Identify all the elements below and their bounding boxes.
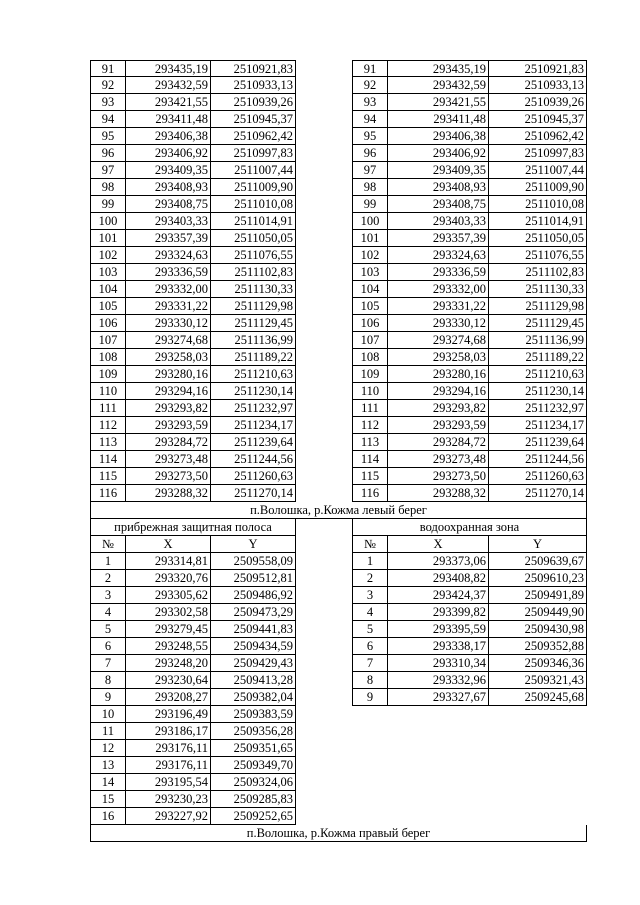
y-coordinate: 2509441,83 bbox=[211, 621, 296, 638]
x-coordinate: 293411,48 bbox=[388, 111, 489, 128]
y-coordinate: 2511189,22 bbox=[211, 349, 296, 366]
point-number: 103 bbox=[90, 264, 126, 281]
point-number: 116 bbox=[90, 485, 126, 502]
point-number: 109 bbox=[90, 366, 126, 383]
column-header-x: X bbox=[126, 536, 211, 553]
table-row bbox=[90, 162, 587, 179]
y-coordinate: 2511102,83 bbox=[211, 264, 296, 281]
point-number: 92 bbox=[90, 77, 126, 94]
point-number: 110 bbox=[90, 383, 126, 400]
point-number: 9 bbox=[90, 689, 126, 706]
y-coordinate: 2511260,63 bbox=[211, 468, 296, 485]
table-row bbox=[90, 740, 587, 757]
x-coordinate: 293338,17 bbox=[388, 638, 489, 655]
x-coordinate: 293280,16 bbox=[388, 366, 489, 383]
y-coordinate: 2509324,06 bbox=[211, 774, 296, 791]
x-coordinate: 293373,06 bbox=[388, 553, 489, 570]
y-coordinate: 2510921,83 bbox=[489, 60, 587, 77]
point-number: 94 bbox=[352, 111, 388, 128]
x-coordinate: 293357,39 bbox=[126, 230, 211, 247]
table-row bbox=[90, 179, 587, 196]
x-coordinate: 293406,38 bbox=[388, 128, 489, 145]
y-coordinate: 2511239,64 bbox=[489, 434, 587, 451]
subheading-water-protection-zone: водоохранная зона bbox=[352, 519, 587, 536]
x-coordinate: 293176,11 bbox=[126, 740, 211, 757]
table-row bbox=[90, 604, 587, 621]
table-row bbox=[90, 570, 587, 587]
table-row bbox=[90, 553, 587, 570]
point-number: 1 bbox=[90, 553, 126, 570]
x-coordinate: 293273,50 bbox=[126, 468, 211, 485]
point-number: 2 bbox=[90, 570, 126, 587]
point-number: 91 bbox=[352, 60, 388, 77]
point-number: 1 bbox=[352, 553, 388, 570]
point-number: 104 bbox=[90, 281, 126, 298]
x-coordinate: 293432,59 bbox=[126, 77, 211, 94]
x-coordinate: 293424,37 bbox=[388, 587, 489, 604]
y-coordinate: 2509491,89 bbox=[489, 587, 587, 604]
y-coordinate: 2511009,90 bbox=[211, 179, 296, 196]
table-row bbox=[90, 689, 587, 706]
point-number: 113 bbox=[352, 434, 388, 451]
y-coordinate: 2510962,42 bbox=[489, 128, 587, 145]
y-coordinate: 2511260,63 bbox=[489, 468, 587, 485]
point-number: 97 bbox=[352, 162, 388, 179]
y-coordinate: 2510921,83 bbox=[211, 60, 296, 77]
table-row bbox=[90, 434, 587, 451]
y-coordinate: 2511234,17 bbox=[211, 417, 296, 434]
point-number: 100 bbox=[352, 213, 388, 230]
x-coordinate: 293248,55 bbox=[126, 638, 211, 655]
section-title-right-bank: п.Волошка, р.Кожма правый берег bbox=[90, 825, 587, 842]
table-row bbox=[90, 264, 587, 281]
x-coordinate: 293293,82 bbox=[126, 400, 211, 417]
y-coordinate: 2509346,36 bbox=[489, 655, 587, 672]
y-coordinate: 2509473,29 bbox=[211, 604, 296, 621]
point-number: 92 bbox=[352, 77, 388, 94]
table-row bbox=[90, 281, 587, 298]
x-coordinate: 293302,58 bbox=[126, 604, 211, 621]
point-number: 100 bbox=[90, 213, 126, 230]
section-title-row bbox=[90, 825, 587, 842]
x-coordinate: 293284,72 bbox=[388, 434, 489, 451]
point-number: 6 bbox=[352, 638, 388, 655]
y-coordinate: 2510945,37 bbox=[211, 111, 296, 128]
y-coordinate: 2511009,90 bbox=[489, 179, 587, 196]
point-number: 105 bbox=[90, 298, 126, 315]
y-coordinate: 2509429,43 bbox=[211, 655, 296, 672]
x-coordinate: 293330,12 bbox=[388, 315, 489, 332]
table-row bbox=[90, 332, 587, 349]
section-title-row bbox=[90, 502, 587, 519]
y-coordinate: 2511270,14 bbox=[211, 485, 296, 502]
y-coordinate: 2511007,44 bbox=[211, 162, 296, 179]
point-number: 11 bbox=[90, 723, 126, 740]
point-number: 9 bbox=[352, 689, 388, 706]
table-row bbox=[90, 791, 587, 808]
point-number: 109 bbox=[352, 366, 388, 383]
y-coordinate: 2509512,81 bbox=[211, 570, 296, 587]
y-coordinate: 2511130,33 bbox=[211, 281, 296, 298]
y-coordinate: 2511102,83 bbox=[489, 264, 587, 281]
x-coordinate: 293293,59 bbox=[126, 417, 211, 434]
point-number: 107 bbox=[90, 332, 126, 349]
x-coordinate: 293327,67 bbox=[388, 689, 489, 706]
y-coordinate: 2511244,56 bbox=[489, 451, 587, 468]
x-coordinate: 293332,00 bbox=[126, 281, 211, 298]
point-number: 3 bbox=[352, 587, 388, 604]
y-coordinate: 2511210,63 bbox=[211, 366, 296, 383]
section-title-left-bank: п.Волошка, р.Кожма левый берег bbox=[90, 502, 587, 519]
x-coordinate: 293274,68 bbox=[388, 332, 489, 349]
table-row bbox=[90, 808, 587, 825]
x-coordinate: 293294,16 bbox=[126, 383, 211, 400]
x-coordinate: 293331,22 bbox=[388, 298, 489, 315]
x-coordinate: 293305,62 bbox=[126, 587, 211, 604]
x-coordinate: 293406,38 bbox=[126, 128, 211, 145]
x-coordinate: 293314,81 bbox=[126, 553, 211, 570]
point-number: 102 bbox=[352, 247, 388, 264]
point-number: 103 bbox=[352, 264, 388, 281]
table-row bbox=[90, 315, 587, 332]
y-coordinate: 2511232,97 bbox=[211, 400, 296, 417]
x-coordinate: 293411,48 bbox=[126, 111, 211, 128]
x-coordinate: 293280,16 bbox=[126, 366, 211, 383]
table-row bbox=[90, 247, 587, 264]
table-row bbox=[90, 706, 587, 723]
y-coordinate: 2509351,65 bbox=[211, 740, 296, 757]
x-coordinate: 293284,72 bbox=[126, 434, 211, 451]
table-row bbox=[90, 128, 587, 145]
x-coordinate: 293399,82 bbox=[388, 604, 489, 621]
table-row bbox=[90, 655, 587, 672]
table-row bbox=[90, 383, 587, 400]
x-coordinate: 293258,03 bbox=[126, 349, 211, 366]
y-coordinate: 2511234,17 bbox=[489, 417, 587, 434]
table-row bbox=[90, 349, 587, 366]
x-coordinate: 293279,45 bbox=[126, 621, 211, 638]
x-coordinate: 293435,19 bbox=[126, 60, 211, 77]
table-row bbox=[90, 621, 587, 638]
point-number: 102 bbox=[90, 247, 126, 264]
x-coordinate: 293310,34 bbox=[388, 655, 489, 672]
table-row bbox=[90, 213, 587, 230]
x-coordinate: 293357,39 bbox=[388, 230, 489, 247]
point-number: 14 bbox=[90, 774, 126, 791]
x-coordinate: 293324,63 bbox=[126, 247, 211, 264]
y-coordinate: 2510997,83 bbox=[211, 145, 296, 162]
y-coordinate: 2510945,37 bbox=[489, 111, 587, 128]
x-coordinate: 293288,32 bbox=[388, 485, 489, 502]
y-coordinate: 2511239,64 bbox=[211, 434, 296, 451]
y-coordinate: 2511130,33 bbox=[489, 281, 587, 298]
x-coordinate: 293195,54 bbox=[126, 774, 211, 791]
table-row bbox=[90, 468, 587, 485]
x-coordinate: 293273,50 bbox=[388, 468, 489, 485]
point-number: 94 bbox=[90, 111, 126, 128]
table-row bbox=[90, 111, 587, 128]
subheading-coastal-protective-strip: прибрежная защитная полоса bbox=[90, 519, 296, 536]
y-coordinate: 2511010,08 bbox=[211, 196, 296, 213]
y-coordinate: 2511129,98 bbox=[489, 298, 587, 315]
table-row bbox=[90, 230, 587, 247]
point-number: 114 bbox=[352, 451, 388, 468]
y-coordinate: 2509449,90 bbox=[489, 604, 587, 621]
point-number: 99 bbox=[352, 196, 388, 213]
x-coordinate: 293336,59 bbox=[126, 264, 211, 281]
y-coordinate: 2510939,26 bbox=[489, 94, 587, 111]
y-coordinate: 2511270,14 bbox=[489, 485, 587, 502]
x-coordinate: 293330,12 bbox=[126, 315, 211, 332]
x-coordinate: 293320,76 bbox=[126, 570, 211, 587]
x-coordinate: 293408,93 bbox=[388, 179, 489, 196]
point-number: 108 bbox=[352, 349, 388, 366]
table-row bbox=[90, 77, 587, 94]
table-row bbox=[90, 587, 587, 604]
y-coordinate: 2511129,98 bbox=[211, 298, 296, 315]
column-header-number: № bbox=[352, 536, 388, 553]
y-coordinate: 2510962,42 bbox=[211, 128, 296, 145]
x-coordinate: 293403,33 bbox=[388, 213, 489, 230]
table-row bbox=[90, 196, 587, 213]
point-number: 6 bbox=[90, 638, 126, 655]
y-coordinate: 2509245,68 bbox=[489, 689, 587, 706]
point-number: 8 bbox=[352, 672, 388, 689]
table-row bbox=[90, 757, 587, 774]
y-coordinate: 2511010,08 bbox=[489, 196, 587, 213]
y-coordinate: 2511014,91 bbox=[211, 213, 296, 230]
x-coordinate: 293406,92 bbox=[126, 145, 211, 162]
x-coordinate: 293332,00 bbox=[388, 281, 489, 298]
y-coordinate: 2511210,63 bbox=[489, 366, 587, 383]
y-coordinate: 2511014,91 bbox=[489, 213, 587, 230]
point-number: 111 bbox=[90, 400, 126, 417]
y-coordinate: 2511007,44 bbox=[489, 162, 587, 179]
column-header-y: Y bbox=[211, 536, 296, 553]
point-number: 112 bbox=[90, 417, 126, 434]
y-coordinate: 2509486,92 bbox=[211, 587, 296, 604]
x-coordinate: 293336,59 bbox=[388, 264, 489, 281]
point-number: 13 bbox=[90, 757, 126, 774]
point-number: 112 bbox=[352, 417, 388, 434]
table-row bbox=[90, 60, 587, 77]
point-number: 110 bbox=[352, 383, 388, 400]
y-coordinate: 2509382,04 bbox=[211, 689, 296, 706]
y-coordinate: 2511050,05 bbox=[211, 230, 296, 247]
point-number: 7 bbox=[90, 655, 126, 672]
point-number: 113 bbox=[90, 434, 126, 451]
point-number: 98 bbox=[90, 179, 126, 196]
x-coordinate: 293331,22 bbox=[126, 298, 211, 315]
point-number: 3 bbox=[90, 587, 126, 604]
point-number: 104 bbox=[352, 281, 388, 298]
point-number: 91 bbox=[90, 60, 126, 77]
point-number: 115 bbox=[352, 468, 388, 485]
point-number: 15 bbox=[90, 791, 126, 808]
y-coordinate: 2511076,55 bbox=[489, 247, 587, 264]
y-coordinate: 2511136,99 bbox=[211, 332, 296, 349]
y-coordinate: 2509349,70 bbox=[211, 757, 296, 774]
x-coordinate: 293324,63 bbox=[388, 247, 489, 264]
point-number: 12 bbox=[90, 740, 126, 757]
x-coordinate: 293406,92 bbox=[388, 145, 489, 162]
y-coordinate: 2511230,14 bbox=[211, 383, 296, 400]
y-coordinate: 2511076,55 bbox=[211, 247, 296, 264]
y-coordinate: 2509356,28 bbox=[211, 723, 296, 740]
x-coordinate: 293421,55 bbox=[126, 94, 211, 111]
point-number: 8 bbox=[90, 672, 126, 689]
x-coordinate: 293408,82 bbox=[388, 570, 489, 587]
table-row bbox=[90, 366, 587, 383]
y-coordinate: 2509285,83 bbox=[211, 791, 296, 808]
column-header-number: № bbox=[90, 536, 126, 553]
point-number: 93 bbox=[352, 94, 388, 111]
x-coordinate: 293409,35 bbox=[126, 162, 211, 179]
y-coordinate: 2509352,88 bbox=[489, 638, 587, 655]
y-coordinate: 2511129,45 bbox=[489, 315, 587, 332]
point-number: 10 bbox=[90, 706, 126, 723]
point-number: 99 bbox=[90, 196, 126, 213]
x-coordinate: 293258,03 bbox=[388, 349, 489, 366]
y-coordinate: 2510939,26 bbox=[211, 94, 296, 111]
point-number: 7 bbox=[352, 655, 388, 672]
y-coordinate: 2511050,05 bbox=[489, 230, 587, 247]
table-row bbox=[90, 638, 587, 655]
point-number: 96 bbox=[352, 145, 388, 162]
x-coordinate: 293248,20 bbox=[126, 655, 211, 672]
x-coordinate: 293230,23 bbox=[126, 791, 211, 808]
y-coordinate: 2511244,56 bbox=[211, 451, 296, 468]
point-number: 95 bbox=[90, 128, 126, 145]
point-number: 5 bbox=[352, 621, 388, 638]
point-number: 115 bbox=[90, 468, 126, 485]
point-number: 101 bbox=[352, 230, 388, 247]
y-coordinate: 2509558,09 bbox=[211, 553, 296, 570]
point-number: 93 bbox=[90, 94, 126, 111]
point-number: 5 bbox=[90, 621, 126, 638]
point-number: 4 bbox=[352, 604, 388, 621]
y-coordinate: 2511129,45 bbox=[211, 315, 296, 332]
x-coordinate: 293273,48 bbox=[388, 451, 489, 468]
column-header-row bbox=[90, 536, 587, 553]
y-coordinate: 2511230,14 bbox=[489, 383, 587, 400]
point-number: 114 bbox=[90, 451, 126, 468]
y-coordinate: 2509413,28 bbox=[211, 672, 296, 689]
x-coordinate: 293435,19 bbox=[388, 60, 489, 77]
x-coordinate: 293176,11 bbox=[126, 757, 211, 774]
point-number: 111 bbox=[352, 400, 388, 417]
x-coordinate: 293408,93 bbox=[126, 179, 211, 196]
x-coordinate: 293403,33 bbox=[126, 213, 211, 230]
point-number: 106 bbox=[352, 315, 388, 332]
x-coordinate: 293395,59 bbox=[388, 621, 489, 638]
x-coordinate: 293421,55 bbox=[388, 94, 489, 111]
y-coordinate: 2509252,65 bbox=[211, 808, 296, 825]
x-coordinate: 293196,49 bbox=[126, 706, 211, 723]
table-row bbox=[90, 485, 587, 502]
x-coordinate: 293273,48 bbox=[126, 451, 211, 468]
table-row bbox=[90, 400, 587, 417]
point-number: 96 bbox=[90, 145, 126, 162]
x-coordinate: 293293,59 bbox=[388, 417, 489, 434]
x-coordinate: 293408,75 bbox=[388, 196, 489, 213]
x-coordinate: 293186,17 bbox=[126, 723, 211, 740]
point-number: 4 bbox=[90, 604, 126, 621]
point-number: 98 bbox=[352, 179, 388, 196]
y-coordinate: 2510933,13 bbox=[211, 77, 296, 94]
y-coordinate: 2511232,97 bbox=[489, 400, 587, 417]
table-row bbox=[90, 723, 587, 740]
subheading-row bbox=[90, 519, 587, 536]
point-number: 95 bbox=[352, 128, 388, 145]
x-coordinate: 293227,92 bbox=[126, 808, 211, 825]
x-coordinate: 293432,59 bbox=[388, 77, 489, 94]
y-coordinate: 2509321,43 bbox=[489, 672, 587, 689]
y-coordinate: 2510997,83 bbox=[489, 145, 587, 162]
table-row bbox=[90, 94, 587, 111]
point-number: 97 bbox=[90, 162, 126, 179]
x-coordinate: 293294,16 bbox=[388, 383, 489, 400]
point-number: 107 bbox=[352, 332, 388, 349]
point-number: 105 bbox=[352, 298, 388, 315]
y-coordinate: 2510933,13 bbox=[489, 77, 587, 94]
column-header-y: Y bbox=[489, 536, 587, 553]
table-row bbox=[90, 298, 587, 315]
table-row bbox=[90, 417, 587, 434]
x-coordinate: 293409,35 bbox=[388, 162, 489, 179]
x-coordinate: 293332,96 bbox=[388, 672, 489, 689]
point-number: 2 bbox=[352, 570, 388, 587]
table-row bbox=[90, 774, 587, 791]
y-coordinate: 2511136,99 bbox=[489, 332, 587, 349]
x-coordinate: 293293,82 bbox=[388, 400, 489, 417]
x-coordinate: 293274,68 bbox=[126, 332, 211, 349]
y-coordinate: 2509434,59 bbox=[211, 638, 296, 655]
y-coordinate: 2509383,59 bbox=[211, 706, 296, 723]
table-row bbox=[90, 672, 587, 689]
y-coordinate: 2509639,67 bbox=[489, 553, 587, 570]
x-coordinate: 293408,75 bbox=[126, 196, 211, 213]
table-row bbox=[90, 145, 587, 162]
point-number: 16 bbox=[90, 808, 126, 825]
point-number: 106 bbox=[90, 315, 126, 332]
table-row bbox=[90, 451, 587, 468]
y-coordinate: 2509610,23 bbox=[489, 570, 587, 587]
x-coordinate: 293208,27 bbox=[126, 689, 211, 706]
point-number: 116 bbox=[352, 485, 388, 502]
x-coordinate: 293230,64 bbox=[126, 672, 211, 689]
point-number: 108 bbox=[90, 349, 126, 366]
column-header-x: X bbox=[388, 536, 489, 553]
x-coordinate: 293288,32 bbox=[126, 485, 211, 502]
y-coordinate: 2509430,98 bbox=[489, 621, 587, 638]
point-number: 101 bbox=[90, 230, 126, 247]
y-coordinate: 2511189,22 bbox=[489, 349, 587, 366]
